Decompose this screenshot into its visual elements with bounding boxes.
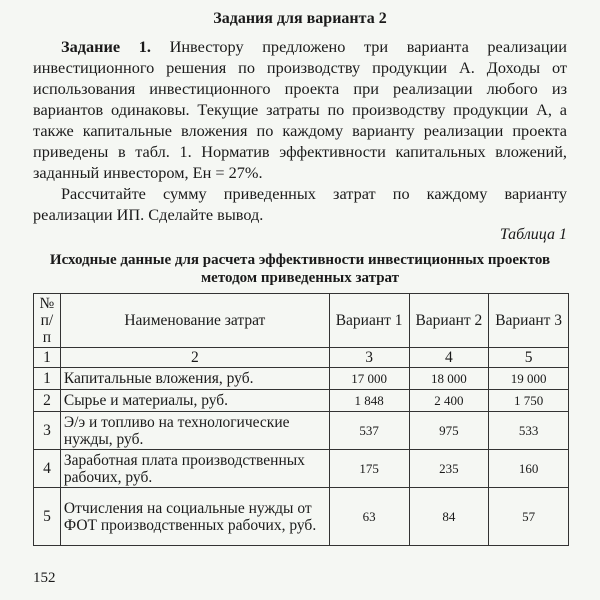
index-cell: 5 <box>489 348 569 368</box>
row-variant-2: 84 <box>409 488 489 546</box>
row-variant-1: 63 <box>329 488 409 546</box>
table-title: Исходные данные для расчета эффективности инвестиционных проектов методом приведенных затрат <box>49 252 551 286</box>
table-label: Таблица 1 <box>499 226 567 243</box>
row-num: 4 <box>34 450 61 488</box>
instruction-paragraph <box>33 183 567 225</box>
header-variant-3: Вариант 3 <box>489 294 569 348</box>
row-variant-1: 537 <box>329 412 409 450</box>
row-name: Капитальные вложения, руб. <box>60 368 329 390</box>
index-cell: 3 <box>329 348 409 368</box>
header-num: № п/п <box>34 294 61 348</box>
task-label: Задание 1. <box>61 37 151 56</box>
task-paragraph <box>33 36 567 183</box>
row-variant-1: 175 <box>329 450 409 488</box>
table-row <box>34 368 569 390</box>
header-name: Наименование затрат <box>60 294 329 348</box>
row-name: Заработная плата производственных рабочих, руб. <box>60 450 329 488</box>
instruction-text: Рассчитайте сумму приведенных затрат по каждому варианту реализации ИП. Сделайте вывод. <box>33 184 567 224</box>
task-text: Инвестору предложено три варианта реализации инвестиционного решения по производству продукции А. Доходы от использования инвестиционного проекта при реализации любого из вариантов одинаковы. Текущие затраты по производству продукции А, а также капитальные вложения по каждому варианту реализации проекта приведены в табл. 1. Норматив эффективности капитальных вложений, заданный инвестором, Ен = 27%. <box>33 37 567 182</box>
row-variant-2: 2 400 <box>409 390 489 412</box>
cost-table <box>33 293 569 546</box>
table-index-row <box>34 348 569 368</box>
page-number: 152 <box>33 570 56 586</box>
header-variant-1: Вариант 1 <box>329 294 409 348</box>
row-num: 2 <box>34 390 61 412</box>
row-variant-3: 533 <box>489 412 569 450</box>
row-variant-3: 1 750 <box>489 390 569 412</box>
row-variant-1: 1 848 <box>329 390 409 412</box>
row-variant-3: 57 <box>489 488 569 546</box>
row-variant-2: 18 000 <box>409 368 489 390</box>
row-variant-3: 19 000 <box>489 368 569 390</box>
page-heading: Задания для варианта 2 <box>213 10 387 27</box>
row-variant-2: 975 <box>409 412 489 450</box>
row-num: 3 <box>34 412 61 450</box>
table-row <box>34 450 569 488</box>
row-name: Отчисления на социальные нужды от ФОТ производственных рабочих, руб. <box>60 488 329 546</box>
table-row <box>34 412 569 450</box>
row-num: 5 <box>34 488 61 546</box>
table-header-row <box>34 294 569 348</box>
table-row <box>34 488 569 546</box>
row-num: 1 <box>34 368 61 390</box>
header-variant-2: Вариант 2 <box>409 294 489 348</box>
index-cell: 1 <box>34 348 61 368</box>
row-variant-2: 235 <box>409 450 489 488</box>
row-name: Сырье и материалы, руб. <box>60 390 329 412</box>
row-name: Э/э и топливо на технологические нужды, руб. <box>60 412 329 450</box>
index-cell: 2 <box>60 348 329 368</box>
row-variant-1: 17 000 <box>329 368 409 390</box>
index-cell: 4 <box>409 348 489 368</box>
table-row <box>34 390 569 412</box>
row-variant-3: 160 <box>489 450 569 488</box>
